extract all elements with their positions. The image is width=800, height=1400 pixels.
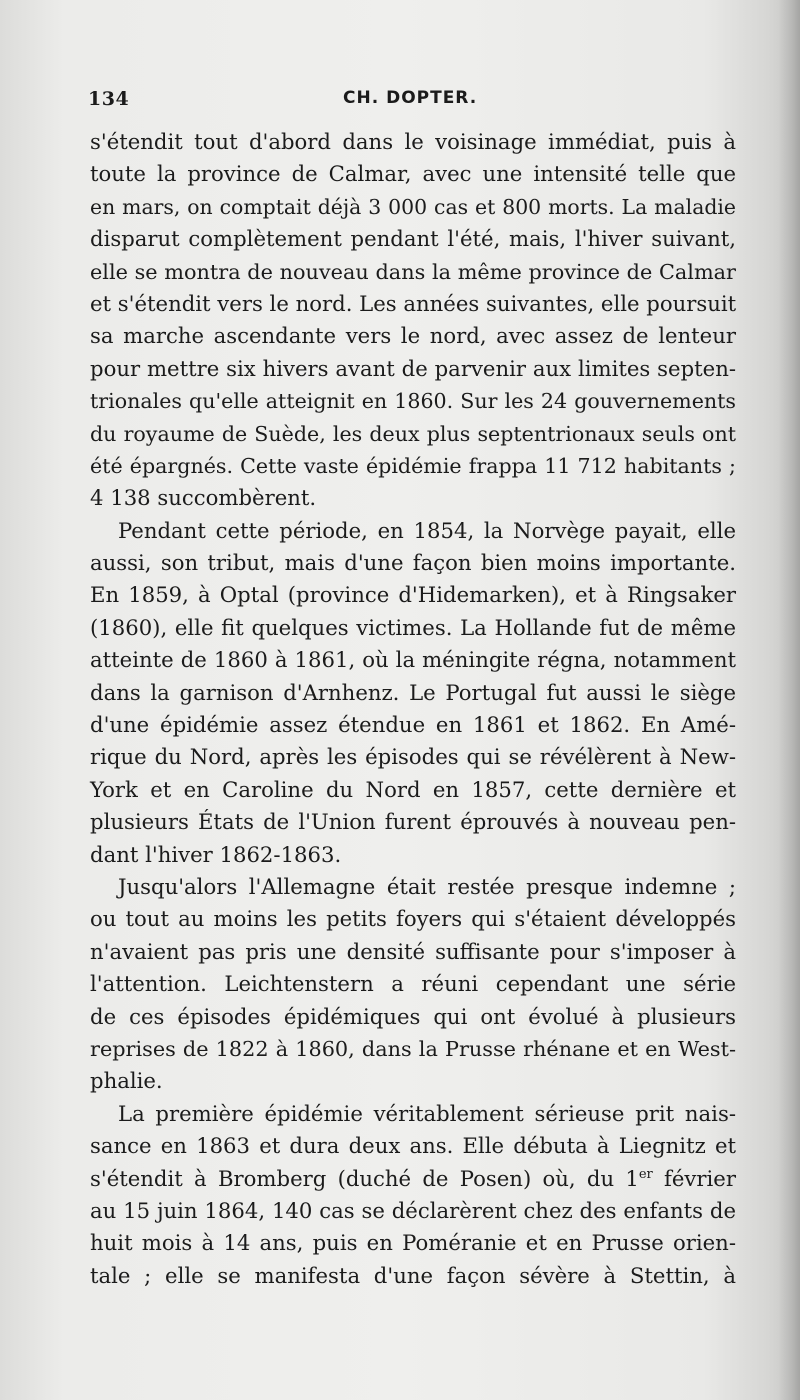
paragraph	[90, 1098, 736, 1292]
text-line: au 15 juin 1864, 140 cas se déclarèrent chez des enfants de	[90, 1197, 736, 1223]
text-line: trionales qu'elle atteignit en 1860. Sur les 24 gouvernements	[90, 389, 736, 414]
text-line: été épargnés. Cette vaste épidémie frappa 11 712 habitants ;	[90, 453, 736, 478]
text-line: York et en Caroline du Nord en 1857, cette dernière et	[90, 776, 736, 802]
text-line: atteinte de 1860 à 1861, où la méningite régna, notamment	[90, 647, 736, 673]
text-line: elle se montra de nouveau dans la même province de Calmar	[90, 259, 736, 284]
paragraph	[90, 126, 736, 515]
text-line: 4 138 succombèrent.	[90, 485, 317, 511]
running-head	[88, 88, 738, 118]
page-number: 134	[88, 88, 130, 110]
body-text	[90, 126, 736, 1292]
text-line: de ces épisodes épidémiques qui ont évolué à plusieurs	[90, 1003, 736, 1029]
text-line: rique du Nord, après les épisodes qui se révélèrent à New-	[90, 744, 736, 770]
text-line: Jusqu'alors l'Allemagne était restée presque indemne ;	[118, 873, 736, 899]
text-line: disparut complètement pendant l'été, mais, l'hiver suivant,	[90, 226, 736, 252]
text-line: d'une épidémie assez étendue en 1861 et 1862. En Amé-	[90, 712, 736, 738]
text-line: toute la province de Calmar, avec une intensité telle que	[90, 161, 736, 187]
text-line: dant l'hiver 1862-1863.	[90, 841, 342, 867]
paragraph	[90, 515, 736, 871]
text-line: aussi, son tribut, mais d'une façon bien moins importante.	[90, 550, 736, 576]
text-line: l'attention. Leichtenstern a réuni cependant une série	[90, 971, 736, 997]
text-line: sance en 1863 et dura deux ans. Elle débuta à Liegnitz et	[90, 1133, 736, 1159]
text-line: tale ; elle se manifesta d'une façon sévère à Stettin, à	[90, 1262, 736, 1288]
running-title: CH. DOPTER.	[343, 88, 478, 108]
text-line: du royaume de Suède, les deux plus septentrionaux seuls ont	[90, 421, 736, 446]
text-line: en mars, on comptait déjà 3 000 cas et 800 morts. La maladie	[90, 194, 736, 219]
text-line: dans la garnison d'Arnhenz. Le Portugal fut aussi le siège	[90, 679, 736, 705]
text-line: huit mois à 14 ans, puis en Poméranie et en Prusse orien-	[90, 1230, 736, 1256]
text-line: reprises de 1822 à 1860, dans la Prusse rhénane et en West-	[90, 1036, 736, 1061]
text-line: ou tout au moins les petits foyers qui s'étaient développés	[90, 906, 736, 932]
text-line: phalie.	[90, 1068, 163, 1094]
text-line: s'étendit à Bromberg (duché de Posen) où, du 1er février	[90, 1165, 736, 1191]
text-line: sa marche ascendante vers le nord, avec assez de lenteur	[90, 323, 736, 349]
text-line: et s'étendit vers le nord. Les années suivantes, elle poursuit	[90, 290, 737, 316]
text-line: plusieurs États de l'Union furent éprouvés à nouveau pen-	[90, 809, 736, 835]
paragraph	[90, 871, 736, 1098]
text-line: s'étendit tout d'abord dans le voisinage immédiat, puis à	[90, 129, 736, 154]
text-line: (1860), elle fit quelques victimes. La Hollande fut de même	[90, 614, 736, 640]
text-line: En 1859, à Optal (province d'Hidemarken), et à Ringsaker	[90, 582, 736, 608]
text-line: Pendant cette période, en 1854, la Norvège payait, elle	[118, 517, 736, 543]
text-line: n'avaient pas pris une densité suffisante pour s'imposer à	[90, 938, 736, 964]
text-line: La première épidémie véritablement sérieuse prit nais-	[118, 1100, 736, 1126]
text-line: pour mettre six hivers avant de parvenir aux limites septen-	[90, 355, 736, 381]
